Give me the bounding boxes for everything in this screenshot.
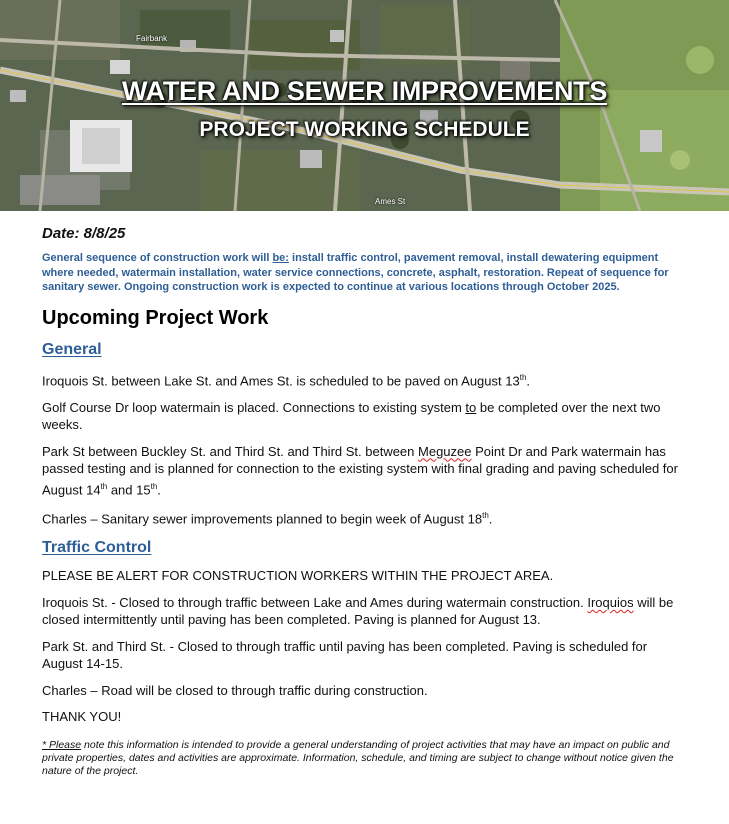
intro-paragraph (42, 251, 692, 295)
traffic-item-1 (42, 594, 687, 629)
footnote (42, 739, 692, 778)
general-item-2 (42, 399, 687, 434)
banner-title: WATER AND SEWER IMPROVEMENTS (121, 76, 608, 106)
intro-text-2: install traffic control, pavement removal, install dewatering equipment where needed, watermain installation, water service connections, concrete, asphalt, restoration. Repeat of sequence for sanitary sewer. Ongoing construction work is expected to continue at various locations through October 2025. (42, 252, 669, 294)
general-item-4 (42, 507, 687, 528)
aerial-banner (0, 0, 729, 211)
date-line: Date: 8/8/25 (42, 225, 126, 242)
general-item-3-sup-2: th (150, 481, 158, 491)
general-item-3 (42, 443, 687, 499)
general-item-1 (42, 369, 687, 390)
document-body (0, 225, 729, 778)
thank-you: THANK YOU! (42, 709, 122, 725)
intro-text-1: General sequence of construction work will (42, 252, 273, 264)
banner-subtitle: PROJECT WORKING SCHEDULE (199, 118, 530, 141)
general-item-1-end: . (526, 373, 531, 389)
traffic-item-3: Charles – Road will be closed to through traffic during construction. (42, 682, 428, 698)
general-item-3-spell-flag: Meguzee (418, 443, 472, 459)
general-item-3-sup-1: th (100, 481, 108, 491)
map-label-ames: Ames St (375, 197, 406, 206)
general-item-2-underlined: to (465, 399, 477, 415)
footnote-lead: * Please (42, 738, 82, 751)
general-item-3-a: Park St between Buckley St. and Third St. and Third St. between (42, 443, 419, 459)
general-item-1-sup: th (519, 372, 527, 382)
general-item-2-a: Golf Course Dr loop watermain is placed. Connections to existing system (42, 399, 466, 415)
general-item-4-sup: th (482, 511, 489, 521)
general-item-1-text: Iroquois St. between Lake St. and Ames St. is scheduled to be paved on August 13 (42, 373, 520, 389)
general-item-4-end: . (488, 511, 493, 527)
traffic-control-heading: Traffic Control (42, 539, 152, 557)
intro-underlined: be: (272, 252, 289, 264)
map-label-fairbank: Fairbank (136, 34, 168, 43)
general-item-3-d: . (157, 481, 161, 497)
traffic-alert: PLEASE BE ALERT FOR CONSTRUCTION WORKERS WITHIN THE PROJECT AREA. (42, 568, 554, 584)
general-item-4-text: Charles – Sanitary sewer improvements planned to begin week of August 18 (42, 511, 483, 527)
footnote-text: note this information is intended to provide a general understanding of project activities that may have an impact on public and private properties, dates and activities are approximate. Information, schedule, and timing are subject to change without notice given the nature of the project. (42, 738, 674, 777)
general-item-3-b: Point Dr and Park watermain has passed testing and is planned for connection to the existing system with final grading and paving scheduled for August 14 (42, 443, 678, 497)
traffic-item-2: Park St. and Third St. - Closed to through traffic until paving has been completed. Paving is scheduled for August 14-15. (42, 638, 648, 672)
traffic-item-1-spell-flag: Iroquios (587, 594, 634, 610)
upcoming-heading: Upcoming Project Work (42, 306, 269, 329)
general-item-2-b: be completed over the next two weeks. (42, 399, 661, 433)
traffic-item-1-a: Iroquois St. - Closed to through traffic between Lake and Ames during watermain construction. (42, 594, 588, 610)
general-heading: General (42, 340, 102, 358)
traffic-item-1-b: will be closed intermittently until paving has been completed. Paving is planned for August 13. (42, 594, 674, 628)
general-item-3-c: and 15 (107, 481, 151, 497)
